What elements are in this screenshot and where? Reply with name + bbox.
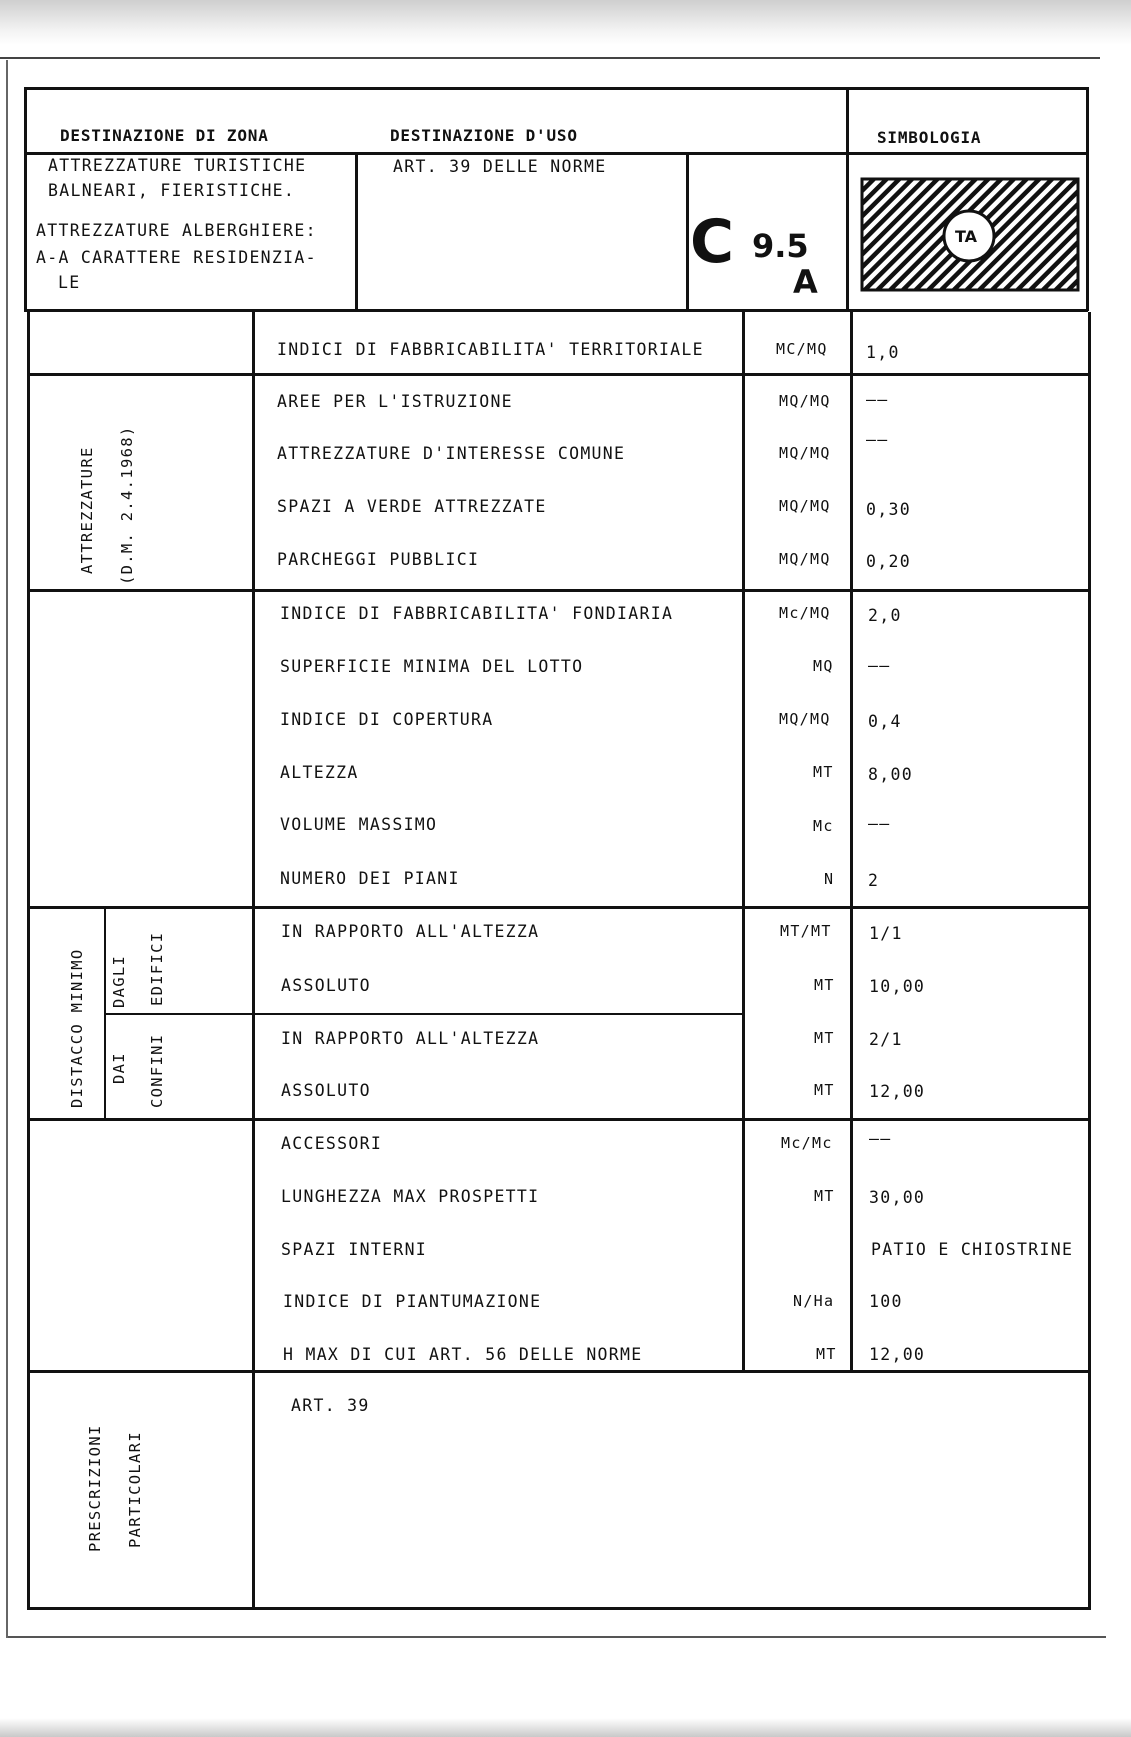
prescrizioni-label-2: PARTICOLARI — [126, 1431, 144, 1548]
zona-header: DESTINAZIONE DI ZONA — [60, 126, 269, 145]
zone-code-sub: A — [793, 263, 818, 301]
row-label: IN RAPPORTO ALL'ALTEZZA — [281, 1029, 540, 1048]
row-unit: MC/MQ — [776, 340, 828, 358]
row-value: —— — [869, 1129, 892, 1148]
row-value: 0,20 — [866, 552, 911, 571]
row-unit: MQ/MQ — [779, 550, 831, 568]
row-unit: MT/MT — [780, 922, 832, 940]
zona-line-2: BALNEARI, FIERISTICHE. — [48, 181, 296, 200]
row-value: 10,00 — [869, 977, 926, 996]
row-label: NUMERO DEI PIANI — [280, 869, 460, 888]
frame-line — [742, 312, 745, 1372]
frame-line — [850, 312, 853, 1372]
simbologia-header: SIMBOLOGIA — [877, 128, 982, 147]
row-unit: MT — [814, 1187, 835, 1205]
row-unit: MQ/MQ — [779, 392, 831, 410]
frame-line — [27, 1607, 1091, 1610]
frame-line — [105, 1013, 745, 1015]
row-label: ATTREZZATURE D'INTERESSE COMUNE — [277, 444, 626, 463]
row-label: PARCHEGGI PUBBLICI — [277, 550, 480, 569]
frame-line — [24, 87, 1088, 90]
row-unit: MT — [816, 1345, 837, 1363]
row-label: SUPERFICIE MINIMA DEL LOTTO — [280, 657, 584, 676]
row-unit: MQ/MQ — [779, 497, 831, 515]
uso-header: DESTINAZIONE D'USO — [390, 126, 578, 145]
confini-label-2: CONFINI — [148, 1033, 166, 1108]
row-unit: MT — [813, 763, 834, 781]
page-edge-bottom — [8, 1636, 1106, 1638]
row-value: 0,4 — [868, 712, 902, 731]
row-label: INDICE DI PIANTUMAZIONE — [283, 1292, 542, 1311]
page-edge-top — [0, 57, 1100, 59]
prescrizioni-label-1: PRESCRIZIONI — [86, 1424, 104, 1552]
frame-line — [686, 155, 689, 311]
row-unit: MQ/MQ — [779, 444, 831, 462]
row-value: —— — [868, 656, 891, 675]
frame-line — [252, 312, 255, 1610]
frame-line — [24, 87, 27, 311]
row-value: 100 — [869, 1292, 903, 1311]
row-label: LUNGHEZZA MAX PROSPETTI — [281, 1187, 540, 1206]
attrezzature-group-label: ATTREZZATURE — [78, 446, 96, 574]
row-value: 30,00 — [869, 1188, 926, 1207]
confini-label-1: DAI — [110, 1052, 128, 1084]
frame-line — [27, 1118, 1091, 1121]
row-label: INDICI DI FABBRICABILITA' TERRITORIALE — [277, 340, 704, 359]
zona-line-3: ATTREZZATURE ALBERGHIERE: — [36, 221, 317, 240]
row-value: 2/1 — [869, 1030, 903, 1049]
row-label: ACCESSORI — [281, 1134, 383, 1153]
frame-line — [24, 152, 1088, 155]
row-label: INDICE DI COPERTURA — [280, 710, 494, 729]
frame-line — [1086, 87, 1089, 311]
zona-line-4: A-A CARATTERE RESIDENZIA- — [36, 248, 317, 267]
frame-line — [27, 1370, 1091, 1373]
scan-shadow-top — [0, 0, 1131, 45]
frame-line — [27, 373, 1091, 376]
row-value: 8,00 — [868, 765, 913, 784]
frame-line — [846, 87, 849, 311]
row-unit: Mc — [813, 817, 834, 835]
row-unit: MQ/MQ — [779, 710, 831, 728]
zona-line-5: LE — [58, 273, 81, 292]
row-label: H MAX DI CUI ART. 56 DELLE NORME — [283, 1345, 643, 1364]
row-value: 0,30 — [866, 500, 911, 519]
row-label: ASSOLUTO — [281, 1081, 371, 1100]
row-value: —— — [868, 814, 891, 833]
zone-code-number: 9.5 — [752, 227, 809, 265]
row-label: AREE PER L'ISTRUZIONE — [277, 392, 513, 411]
row-value: 12,00 — [869, 1082, 926, 1101]
zone-code-letter: C — [690, 207, 733, 277]
row-label: VOLUME MASSIMO — [280, 815, 438, 834]
row-unit: MT — [814, 1029, 835, 1047]
row-unit: MT — [814, 976, 835, 994]
frame-line — [1088, 312, 1091, 1610]
symbol-badge-text: TA — [955, 227, 978, 246]
row-unit: MQ — [813, 657, 834, 675]
row-value: —— — [866, 390, 889, 409]
row-unit: Mc/MQ — [779, 604, 831, 622]
frame-line — [27, 312, 30, 1610]
row-value: 2,0 — [868, 606, 902, 625]
edifici-label-2: EDIFICI — [148, 931, 166, 1006]
row-value: —— — [866, 430, 889, 449]
row-value: 1/1 — [869, 924, 903, 943]
frame-line — [355, 152, 358, 311]
row-value: 12,00 — [869, 1345, 926, 1364]
row-unit: N/Ha — [793, 1292, 835, 1310]
attrezzature-group-sub: (D.M. 2.4.1968) — [118, 425, 136, 585]
prescrizioni-text: ART. 39 — [291, 1396, 370, 1415]
row-label: ALTEZZA — [280, 763, 359, 782]
row-label: INDICE DI FABBRICABILITA' FONDIARIA — [280, 604, 674, 623]
distacco-group-label: DISTACCO MINIMO — [68, 948, 86, 1108]
row-label: SPAZI A VERDE ATTREZZATE — [277, 497, 547, 516]
scan-shadow-bottom — [0, 1718, 1131, 1737]
zona-line-1: ATTREZZATURE TURISTICHE — [48, 156, 307, 175]
frame-line — [24, 309, 1088, 312]
frame-line — [27, 589, 1091, 592]
edifici-label-1: DAGLI — [110, 954, 128, 1008]
row-unit: MT — [814, 1081, 835, 1099]
row-value: PATIO E CHIOSTRINE — [871, 1240, 1074, 1259]
row-value: 2 — [868, 871, 880, 890]
page-edge-left — [6, 60, 8, 1638]
frame-line — [27, 906, 1091, 909]
row-label: SPAZI INTERNI — [281, 1240, 428, 1259]
row-label: ASSOLUTO — [281, 976, 371, 995]
row-value: 1,0 — [866, 343, 900, 362]
row-unit: N — [824, 870, 835, 888]
row-label: IN RAPPORTO ALL'ALTEZZA — [281, 922, 540, 941]
frame-line — [104, 908, 106, 1120]
uso-text: ART. 39 DELLE NORME — [393, 157, 607, 176]
row-unit: Mc/Mc — [781, 1134, 833, 1152]
